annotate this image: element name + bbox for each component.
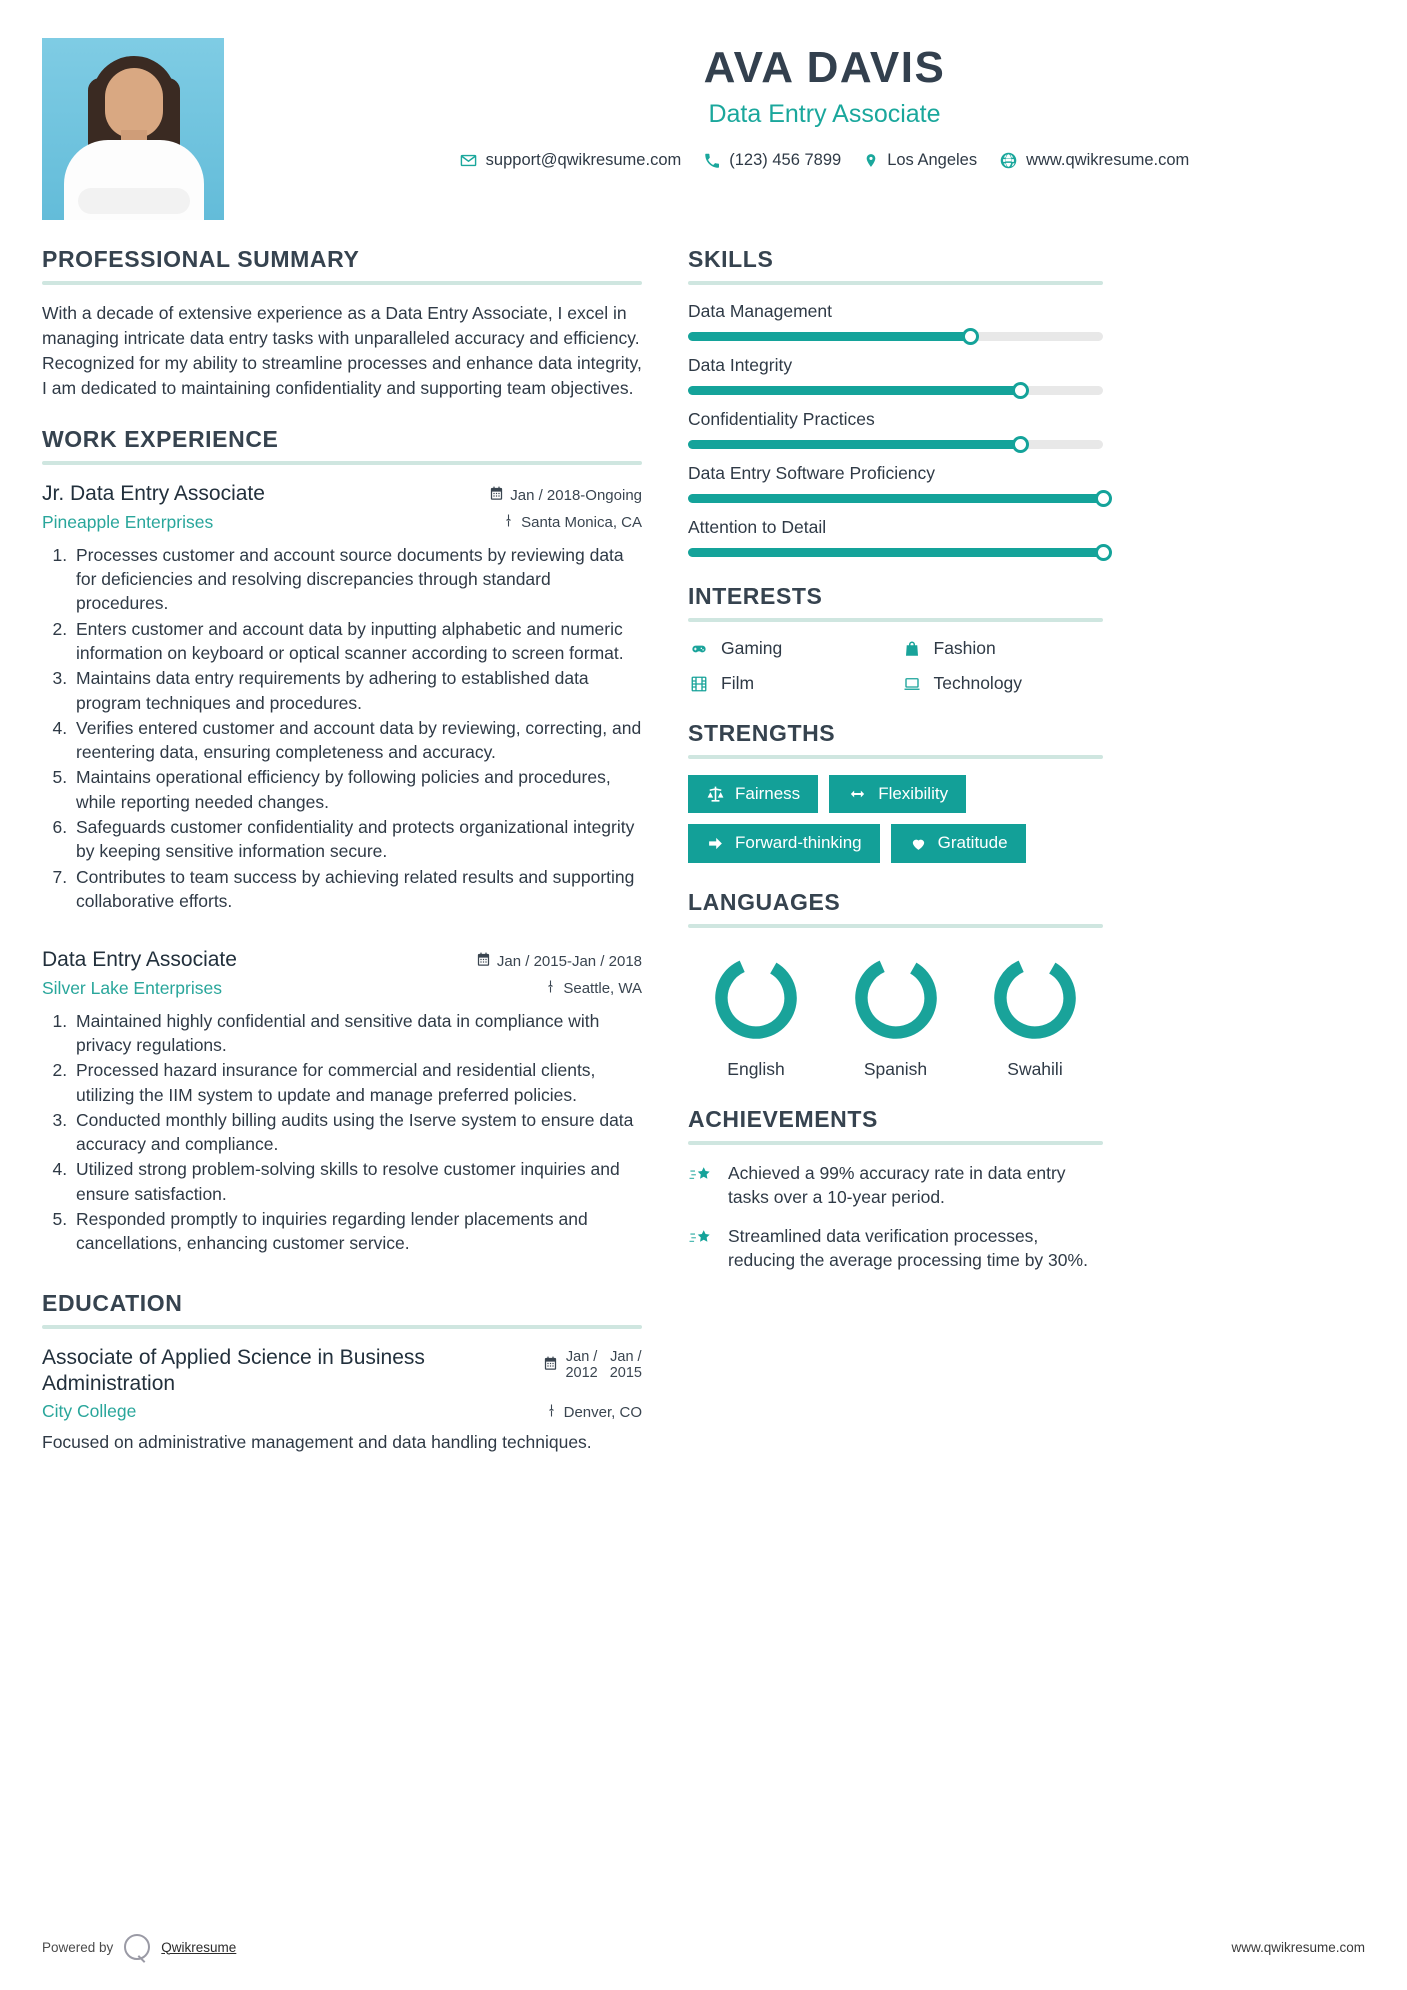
section-divider <box>688 924 1103 928</box>
education-end-month: Jan / <box>610 1348 642 1365</box>
candidate-role: Data Entry Associate <box>708 100 941 129</box>
strengths-heading: STRENGTHS <box>688 720 836 746</box>
education-start-month: Jan / <box>565 1348 598 1365</box>
right-column <box>688 246 1103 1299</box>
skill-progress-knob[interactable] <box>1095 490 1112 507</box>
language-progress-ring <box>848 950 944 1046</box>
language-progress-ring <box>987 950 1083 1046</box>
bullet-item: 5. Responded promptly to inquiries regarding lender placements and cancellations, enhancing customer service. <box>72 1207 642 1256</box>
section-divider <box>688 281 1103 285</box>
skill-progress-track <box>688 494 1103 503</box>
section-divider <box>42 461 642 465</box>
skill-progress-track <box>688 440 1103 449</box>
calendar-icon <box>476 952 491 971</box>
skill-progress-knob[interactable] <box>1012 436 1029 453</box>
education-end-year: 2015 <box>609 1365 642 1382</box>
powered-by-label: Powered by <box>42 1939 114 1955</box>
bullet-item: 1. Processes customer and account source documents by reviewing data for deficiencies and resolving discrepancies through standard procedures. <box>72 543 642 616</box>
interests-heading: INTERESTS <box>688 583 823 609</box>
skill-label: Data Entry Software Proficiency <box>688 463 936 483</box>
shooting-star-icon <box>688 1224 714 1254</box>
language-label: English <box>727 1058 785 1079</box>
skill-item <box>688 355 1103 395</box>
contact-email-text: support@qwikresume.com <box>485 151 682 170</box>
job-company: Silver Lake Enterprises <box>42 977 222 998</box>
bullet-item: 2. Processed hazard insurance for commercial and residential clients, utilizing the IIM system to update and manage preferred policies. <box>72 1058 642 1107</box>
section-achievements <box>688 1106 1103 1273</box>
job-dates: Jan / 2015-Jan / 2018 <box>496 953 642 971</box>
strength-label: Flexibility <box>878 784 949 803</box>
skill-progress-fill <box>688 494 1103 503</box>
map-pin-icon <box>545 1403 558 1422</box>
interest-item <box>688 638 891 659</box>
strength-tag <box>891 824 1026 862</box>
section-divider <box>688 618 1103 622</box>
job-location: Seattle, WA <box>563 980 642 998</box>
footer-url[interactable]: www.qwikresume.com <box>1231 1939 1365 1955</box>
resume-header <box>0 0 1407 220</box>
job-dates: Jan / 2018-Ongoing <box>510 487 642 505</box>
job-bullets <box>42 543 642 914</box>
powered-by <box>42 1934 236 1960</box>
languages-heading: LANGUAGES <box>688 888 841 915</box>
section-divider <box>688 755 1103 759</box>
film-icon <box>688 675 710 693</box>
bullet-item: 1. Maintained highly confidential and sensitive data in compliance with privacy regulations. <box>72 1009 642 1058</box>
skill-item <box>688 517 1103 557</box>
arrow-right-icon <box>706 835 725 852</box>
summary-text: With a decade of extensive experience as a Data Entry Associate, I excel in managing intricate data entry tasks with unparalleled accuracy and efficiency. Recognized for my ability to streamline processes and enhance data integrity, I am dedicated to maintaining confidentiality and supporting team objectives. <box>42 303 642 398</box>
handbag-icon <box>901 640 923 658</box>
interest-item <box>901 638 1104 659</box>
achievements-heading: ACHIEVEMENTS <box>688 1105 878 1132</box>
skill-label: Confidentiality Practices <box>688 409 875 429</box>
interest-item <box>901 673 1104 694</box>
laptop-icon <box>901 675 923 693</box>
strength-tag <box>688 824 880 862</box>
section-divider <box>42 281 642 285</box>
language-item <box>975 950 1095 1080</box>
header-main <box>224 38 1367 170</box>
education-heading: EDUCATION <box>42 1289 183 1316</box>
language-progress-ring <box>708 950 804 1046</box>
contact-website-text: www.qwikresume.com <box>1026 151 1190 170</box>
globe-icon <box>1000 152 1017 169</box>
phone-icon <box>704 153 720 169</box>
strength-tag <box>688 775 818 813</box>
interest-label: Film <box>721 673 755 693</box>
contact-phone[interactable] <box>704 151 841 170</box>
skill-label: Data Management <box>688 301 832 321</box>
section-work-experience <box>42 426 642 1255</box>
achievement-text: Streamlined data verification processes, reducing the average processing time by 30%. <box>728 1225 1088 1271</box>
skill-progress-fill <box>688 440 1020 449</box>
page-footer <box>0 1934 1407 1960</box>
location-pin-icon <box>864 152 878 169</box>
education-start-year: 2012 <box>565 1365 598 1382</box>
education-school: City College <box>42 1401 137 1422</box>
profile-photo <box>42 38 224 220</box>
language-label: Spanish <box>863 1058 928 1079</box>
section-strengths <box>688 720 1103 863</box>
contact-row <box>282 151 1367 170</box>
heart-icon <box>909 835 928 852</box>
skill-progress-knob[interactable] <box>962 328 979 345</box>
job-location: Santa Monica, CA <box>521 514 642 532</box>
section-divider <box>688 1141 1103 1145</box>
contact-phone-text: (123) 456 7899 <box>729 151 842 170</box>
job-bullets <box>42 1009 642 1256</box>
skill-progress-track <box>688 548 1103 557</box>
job-company: Pineapple Enterprises <box>42 511 214 532</box>
skill-item <box>688 409 1103 449</box>
skill-label: Attention to Detail <box>688 517 827 537</box>
bullet-item: 6. Safeguards customer confidentiality and protects organizational integrity by keeping sensitive information secure. <box>72 815 642 864</box>
arrows-horizontal-icon <box>847 786 868 802</box>
contact-location-text: Los Angeles <box>887 151 978 170</box>
section-languages <box>688 889 1103 1080</box>
job-entry <box>42 947 642 1255</box>
skill-label: Data Integrity <box>688 355 793 375</box>
strength-tag <box>829 775 966 813</box>
job-entry <box>42 481 642 913</box>
calendar-icon <box>489 486 504 505</box>
job-title: Jr. Data Entry Associate <box>42 482 265 506</box>
job-title: Data Entry Associate <box>42 948 237 972</box>
scales-icon <box>706 785 725 804</box>
education-location: Denver, CO <box>563 1403 642 1421</box>
contact-website[interactable] <box>1000 151 1189 170</box>
interest-label: Fashion <box>933 638 996 658</box>
contact-location[interactable] <box>864 151 977 170</box>
strength-label: Forward-thinking <box>735 833 862 853</box>
language-item <box>696 950 816 1080</box>
bullet-item: 2. Enters customer and account data by inputting alphabetic and numeric information on keyboard or optical scanner according to screen format. <box>72 617 642 666</box>
bullet-item: 3. Conducted monthly billing audits using the Iserve system to ensure data accuracy and compliance. <box>72 1108 642 1157</box>
skills-heading: SKILLS <box>688 246 774 272</box>
interest-label: Technology <box>933 673 1023 693</box>
education-degree: Associate of Applied Science in Business Administration <box>42 1345 425 1395</box>
achievement-text: Achieved a 99% accuracy rate in data entry tasks over a 10-year period. <box>728 1162 1066 1208</box>
language-label: Swahili <box>1007 1058 1063 1079</box>
left-column <box>42 246 642 1481</box>
bullet-item: 7. Contributes to team success by achieving related results and supporting collaborative efforts. <box>72 865 642 914</box>
candidate-name: AVA DAVIS <box>703 43 946 92</box>
skill-item <box>688 463 1103 503</box>
language-item <box>836 950 956 1080</box>
strength-label: Fairness <box>735 784 801 803</box>
map-pin-icon <box>502 513 515 532</box>
skill-progress-knob[interactable] <box>1095 544 1112 561</box>
qwikresume-logo-icon <box>124 1934 150 1960</box>
interest-item <box>688 673 891 694</box>
gamepad-icon <box>688 641 710 657</box>
calendar-icon <box>543 1349 558 1375</box>
map-pin-icon <box>544 979 557 998</box>
shooting-star-icon <box>688 1161 714 1191</box>
bullet-item: 3. Maintains data entry requirements by adhering to established data program techniques and procedures. <box>72 666 642 715</box>
section-education <box>42 1290 642 1455</box>
resume-body <box>0 220 1407 1481</box>
section-divider <box>42 1325 642 1329</box>
skill-progress-fill <box>688 548 1103 557</box>
interest-label: Gaming <box>721 638 783 658</box>
skill-progress-track <box>688 332 1103 341</box>
bullet-item: 4. Verifies entered customer and account data by reviewing, correcting, and reentering data, ensuring completeness and accuracy. <box>72 716 642 765</box>
contact-email[interactable] <box>460 151 682 170</box>
achievement-item <box>688 1224 1103 1273</box>
summary-heading: PROFESSIONAL SUMMARY <box>42 246 360 272</box>
education-description: Focused on administrative management and data handling techniques. <box>42 1432 592 1453</box>
skill-progress-knob[interactable] <box>1012 382 1029 399</box>
work-heading: WORK EXPERIENCE <box>42 426 279 453</box>
section-skills <box>688 246 1103 557</box>
skill-item <box>688 301 1103 341</box>
skill-progress-fill <box>688 386 1020 395</box>
skill-progress-fill <box>688 332 970 341</box>
bullet-item: 5. Maintains operational efficiency by following policies and procedures, while reporting needed changes. <box>72 765 642 814</box>
achievement-item <box>688 1161 1103 1210</box>
section-interests <box>688 583 1103 694</box>
envelope-icon <box>460 152 477 169</box>
bullet-item: 4. Utilized strong problem-solving skills to resolve customer inquiries and ensure satisfaction. <box>72 1157 642 1206</box>
education-dates <box>543 1345 642 1382</box>
strength-label: Gratitude <box>937 833 1008 853</box>
skill-progress-track <box>688 386 1103 395</box>
section-professional-summary <box>42 246 642 400</box>
qwikresume-brand-link[interactable]: Qwikresume <box>161 1939 237 1955</box>
